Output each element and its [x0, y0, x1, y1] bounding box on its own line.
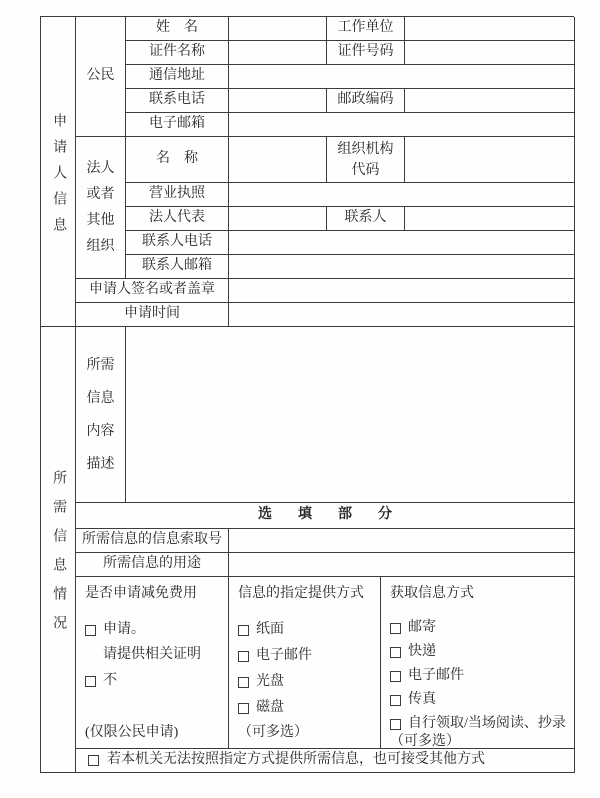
- name-input-cell[interactable]: [229, 17, 327, 41]
- fee-waiver-title: 是否申请减免费用: [85, 586, 197, 601]
- id-name-label: 证件名称: [126, 41, 229, 65]
- name-label: 姓 名: [126, 17, 229, 41]
- checkbox-obtain-fax[interactable]: [390, 691, 570, 709]
- checkbox-icon: [85, 625, 96, 636]
- business-license-input-cell[interactable]: [229, 183, 575, 207]
- checkbox-obtain-mail-label: 邮寄: [408, 620, 436, 635]
- email-label: 电子邮箱: [126, 113, 229, 137]
- checkbox-icon: [85, 676, 96, 687]
- checkbox-obtain-mail[interactable]: [390, 619, 570, 637]
- postcode-label: 邮政编码: [327, 89, 405, 113]
- id-name-input-cell[interactable]: [229, 41, 327, 65]
- fee-apply-note: 请提供相关证明: [103, 647, 201, 662]
- contact-email-input-cell[interactable]: [229, 255, 575, 279]
- required-info-side-label: 所需信息情况: [51, 470, 67, 644]
- contact-person-input-cell[interactable]: [405, 207, 575, 231]
- contact-phone-input-cell[interactable]: [229, 231, 575, 255]
- legal-representative-input-cell[interactable]: [229, 207, 327, 231]
- checkbox-icon: [390, 623, 401, 634]
- postcode-input-cell[interactable]: [405, 89, 575, 113]
- checkbox-icon: [390, 719, 401, 730]
- delivery-method-cell: [229, 577, 381, 749]
- org-code-cell: [327, 137, 405, 183]
- delivery-method-footnote: （可多选）: [238, 725, 308, 740]
- apply-date-input-cell[interactable]: [229, 303, 575, 327]
- checkbox-delivery-paper-label: 纸面: [256, 622, 284, 637]
- address-input-cell[interactable]: [229, 65, 575, 89]
- fallback-note-label: 若本机关无法按照指定方式提供所需信息，也可接受其他方式: [107, 752, 485, 768]
- work-unit-input-cell[interactable]: [405, 17, 575, 41]
- address-label: 通信地址: [126, 65, 229, 89]
- signature-label: 申请人签名或者盖章: [76, 279, 229, 303]
- fee-waiver-cell: [76, 577, 229, 749]
- checkbox-fee-no[interactable]: [85, 672, 224, 690]
- checkbox-obtain-self-pickup[interactable]: [390, 715, 570, 733]
- checkbox-icon: [390, 671, 401, 682]
- checkbox-obtain-fax-label: 传真: [408, 692, 436, 707]
- application-form: [40, 16, 574, 773]
- org-code-label: 组织机构代码: [337, 141, 394, 178]
- contact-person-label: 联系人: [327, 207, 405, 231]
- fallback-option-row[interactable]: [76, 749, 575, 773]
- legal-representative-label: 法人代表: [126, 207, 229, 231]
- checkbox-icon: [238, 625, 249, 636]
- checkbox-fee-apply-label: 申请。: [103, 622, 145, 637]
- apply-date-label: 申请时间: [76, 303, 229, 327]
- checkbox-icon: [390, 695, 401, 706]
- checkbox-delivery-cd[interactable]: [238, 673, 376, 691]
- optional-section-header: 选 填 部 分: [76, 503, 575, 529]
- purpose-label: 所需信息的用途: [76, 553, 229, 577]
- org-group-cell: [76, 137, 126, 279]
- obtain-method-footnote: （可多选）: [390, 734, 460, 749]
- checkbox-icon: [390, 647, 401, 658]
- checkbox-icon: [238, 703, 249, 714]
- org-group-label: 法人或者其他组织: [86, 160, 115, 254]
- id-number-label: 证件号码: [327, 41, 405, 65]
- checkbox-delivery-email[interactable]: [238, 647, 376, 665]
- content-description-input-cell[interactable]: [126, 327, 575, 503]
- phone-input-cell[interactable]: [229, 89, 327, 113]
- checkbox-fee-no-label: 不: [103, 673, 117, 688]
- checkbox-obtain-express-label: 快递: [408, 644, 436, 659]
- checkbox-obtain-email[interactable]: [390, 667, 570, 685]
- checkbox-obtain-self-pickup-label: 自行领取/当场阅读、抄录: [408, 716, 566, 731]
- contact-email-label: 联系人邮箱: [126, 255, 229, 279]
- org-name-label: 名 称: [126, 137, 229, 183]
- checkbox-delivery-cd-label: 光盘: [256, 674, 284, 689]
- checkbox-delivery-disk-label: 磁盘: [256, 700, 284, 715]
- required-info-section: [41, 327, 574, 773]
- content-description-label: 所需信息内容描述: [86, 357, 115, 472]
- org-code-input-cell[interactable]: [405, 137, 575, 183]
- signature-input-cell[interactable]: [229, 279, 575, 303]
- delivery-method-title: 信息的指定提供方式: [238, 586, 364, 601]
- obtain-method-title: 获取信息方式: [390, 586, 474, 601]
- content-description-cell: [76, 327, 126, 503]
- checkbox-icon: [238, 677, 249, 688]
- checkbox-obtain-express[interactable]: [390, 643, 570, 661]
- org-name-input-cell[interactable]: [229, 137, 327, 183]
- applicant-side-label: 申请人信息: [51, 112, 67, 243]
- citizen-group-label: 公民: [76, 17, 126, 137]
- contact-phone-label: 联系人电话: [126, 231, 229, 255]
- checkbox-icon: [238, 651, 249, 662]
- obtain-method-cell: [381, 577, 575, 749]
- index-number-label: 所需信息的信息索取号: [76, 529, 229, 553]
- work-unit-label: 工作单位: [327, 17, 405, 41]
- checkbox-icon: [88, 755, 99, 766]
- checkbox-delivery-email-label: 电子邮件: [256, 648, 312, 663]
- phone-label: 联系电话: [126, 89, 229, 113]
- required-info-side-cell: [41, 327, 76, 773]
- checkbox-delivery-paper[interactable]: [238, 621, 376, 639]
- fee-waiver-footnote: (仅限公民申请): [85, 725, 179, 740]
- id-number-input-cell[interactable]: [405, 41, 575, 65]
- checkbox-fee-apply[interactable]: [85, 621, 224, 639]
- index-number-input-cell[interactable]: [229, 529, 575, 553]
- applicant-side-cell: [41, 17, 76, 327]
- email-input-cell[interactable]: [229, 113, 575, 137]
- business-license-label: 营业执照: [126, 183, 229, 207]
- purpose-input-cell[interactable]: [229, 553, 575, 577]
- checkbox-obtain-email-label: 电子邮件: [408, 668, 464, 683]
- checkbox-delivery-disk[interactable]: [238, 699, 376, 717]
- applicant-section: [41, 17, 574, 327]
